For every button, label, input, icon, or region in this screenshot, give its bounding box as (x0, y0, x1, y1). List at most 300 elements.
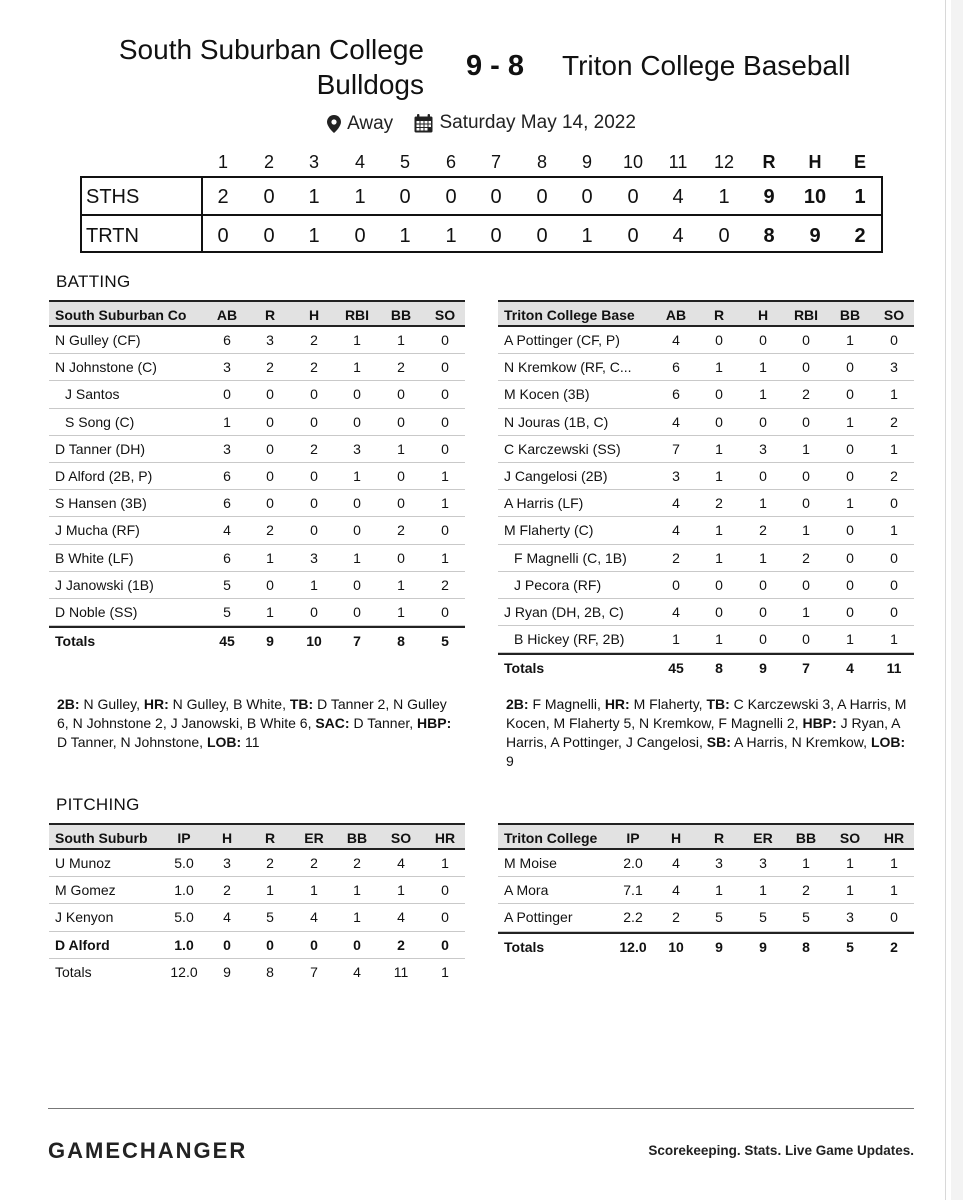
stat-cell: 0 (672, 576, 680, 593)
stat-cell: 3 (759, 440, 767, 457)
linescore-col-e: E (853, 152, 866, 172)
linescore-cell: 1 (718, 186, 730, 208)
totals-cell: 11 (393, 963, 409, 980)
stat-cell: 0 (846, 549, 854, 566)
stat-cell: 1 (310, 882, 318, 899)
linescore-cell: 0 (490, 186, 502, 208)
stat-cell: 1 (397, 440, 405, 457)
stat-cell: 1 (353, 332, 361, 348)
stat-cell: 0 (846, 440, 854, 457)
linescore-col-1: 1 (217, 152, 228, 172)
linescore-cell: 9 (809, 225, 821, 247)
stat-cell: 1 (672, 631, 680, 648)
player-name: M Flaherty (C) (504, 522, 594, 539)
stat-cell: 0 (266, 413, 274, 430)
totals-cell: 7 (353, 633, 361, 650)
batting-notes-away (506, 695, 911, 771)
linescore-cell: 9 (763, 186, 775, 208)
stat-cell: 0 (397, 495, 405, 512)
player-name: D Alford (55, 936, 110, 953)
column-header-ip: IP (626, 830, 640, 846)
totals-cell: 5 (846, 938, 854, 955)
stat-cell: 0 (441, 440, 449, 457)
stat-cell: 0 (353, 522, 361, 539)
stat-cell: 0 (441, 909, 449, 926)
table-header (49, 300, 465, 327)
linescore-cell: 0 (217, 225, 229, 247)
stat-cell: 3 (890, 359, 898, 376)
column-header-so: SO (434, 307, 456, 323)
totals-cell: 7 (802, 660, 810, 677)
stat-cell: 0 (397, 549, 405, 566)
table-row (498, 599, 914, 626)
location (327, 113, 393, 135)
player-name: A Harris (LF) (504, 495, 584, 512)
totals-cell: 12.0 (170, 963, 198, 980)
stat-cell: 4 (672, 603, 680, 620)
player-name: A Pottinger (CF, P) (504, 332, 620, 348)
linescore-cell: 0 (399, 186, 411, 208)
totals-label: Totals (504, 938, 545, 955)
stat-cell: 0 (353, 576, 361, 593)
stat-cell: 1 (890, 386, 898, 403)
stat-cell: 1 (846, 631, 854, 648)
stat-cell: 3 (266, 332, 274, 348)
batting-notes-home (57, 695, 457, 752)
stat-cell: 1 (759, 882, 767, 899)
stat-cell: 0 (802, 332, 810, 348)
stat-cell: 0 (802, 495, 810, 512)
stat-cell: 0 (802, 359, 810, 376)
stat-cell: 5 (223, 576, 231, 593)
column-header-h: H (670, 830, 682, 846)
stat-cell: 0 (846, 522, 854, 539)
totals-cell: 7 (310, 963, 318, 980)
linescore-cell: 1 (581, 225, 593, 247)
player-name: B Hickey (RF, 2B) (514, 631, 625, 648)
stat-cell: 0 (759, 631, 767, 648)
stat-cell: 1 (353, 467, 361, 484)
stat-cell: 2 (802, 386, 810, 403)
column-header-ab: AB (665, 307, 687, 323)
batting-table-home (49, 300, 465, 653)
stat-cell: 1.0 (174, 936, 194, 953)
stat-cell: 1 (802, 522, 810, 539)
column-header-bb: BB (795, 830, 817, 846)
stat-cell: 1 (441, 467, 449, 484)
stat-cell: 1 (310, 576, 318, 593)
stat-cell: 0 (715, 603, 723, 620)
linescore-cell: 0 (354, 225, 366, 247)
stat-cell: 1 (266, 603, 274, 620)
stat-cell: 0 (310, 495, 318, 512)
stat-cell: 4 (397, 855, 405, 871)
linescore-cell: 2 (854, 225, 866, 247)
stat-cell: 1 (397, 576, 405, 593)
table-row (49, 877, 465, 904)
stat-cell: 0 (715, 386, 723, 403)
note-label: 2B: (506, 696, 529, 712)
stat-cell: 4 (672, 522, 680, 539)
stat-cell: 0 (715, 332, 723, 348)
stat-cell: 1 (890, 855, 898, 871)
totals-cell: 11 (886, 660, 902, 677)
stat-cell: 0 (802, 413, 810, 430)
stat-cell: 0 (759, 603, 767, 620)
map-pin-icon (327, 115, 341, 133)
totals-row (49, 959, 465, 986)
stat-cell: 1 (846, 332, 854, 348)
stat-cell: 1 (802, 440, 810, 457)
stat-cell: 0 (353, 495, 361, 512)
column-header-r: R (264, 830, 276, 846)
stat-cell: 1 (223, 413, 231, 430)
column-header-so: SO (390, 830, 412, 846)
player-name: C Karczewski (SS) (504, 440, 621, 457)
linescore-cell: 1 (399, 225, 411, 247)
linescore-cell: 2 (217, 186, 229, 208)
stat-cell: 2 (310, 359, 318, 376)
stat-cell: 0 (890, 332, 898, 348)
pitching-table-home (49, 823, 465, 986)
stat-cell: 1 (759, 386, 767, 403)
stat-cell: 0 (441, 936, 449, 953)
linescore-cell: 0 (581, 186, 593, 208)
stat-cell: 0 (846, 467, 854, 484)
stat-cell: 3 (223, 440, 231, 457)
stat-cell: 1 (715, 522, 723, 539)
stat-cell: 0 (890, 603, 898, 620)
totals-cell: 4 (846, 660, 854, 677)
stat-cell: 1 (397, 332, 405, 348)
player-name: A Mora (504, 882, 549, 899)
batting-title: BATTING (56, 272, 131, 291)
calendar-icon (414, 114, 433, 133)
linescore-col-7: 7 (490, 152, 501, 172)
stat-cell: 2 (441, 576, 449, 593)
note-text: J Ryan, A Harris, A Pottinger, J Cangelosi, (506, 715, 900, 750)
date-text: Saturday May 14, 2022 (439, 112, 636, 133)
player-name: J Cangelosi (2B) (504, 467, 608, 484)
totals-cell: 8 (397, 633, 405, 650)
stat-cell: 0 (441, 332, 449, 348)
stat-cell: 2 (397, 936, 405, 953)
stat-cell: 2 (266, 359, 274, 376)
stat-cell: 1 (759, 495, 767, 512)
totals-cell: 12.0 (619, 938, 647, 955)
stat-cell: 4 (672, 882, 680, 899)
player-name: J Pecora (RF) (514, 576, 602, 593)
stat-cell: 2 (890, 467, 898, 484)
stat-cell: 1.0 (174, 882, 194, 899)
stat-cell: 4 (310, 909, 318, 926)
stat-cell: 2.2 (623, 909, 643, 926)
stat-cell: 0 (759, 467, 767, 484)
stat-cell: 5 (759, 909, 767, 926)
stat-cell: 1 (397, 882, 405, 899)
totals-cell: 45 (219, 633, 235, 650)
stat-cell: 0 (846, 386, 854, 403)
stat-cell: 5 (266, 909, 274, 926)
totals-cell: 1 (441, 963, 449, 980)
stat-cell: 2 (802, 549, 810, 566)
totals-cell: 4 (353, 963, 361, 980)
stat-cell: 1 (441, 855, 449, 871)
player-name: D Noble (SS) (55, 603, 138, 620)
note-label: SAC: (315, 715, 350, 731)
game-meta (0, 112, 963, 139)
linescore-col-6: 6 (445, 152, 456, 172)
table-header (498, 823, 914, 850)
away-team-name: Triton College Baseball (562, 50, 851, 81)
stat-cell: 4 (672, 332, 680, 348)
stat-cell: 0 (223, 386, 231, 403)
stat-cell: 7 (672, 440, 680, 457)
linescore-cell: 1 (854, 186, 866, 208)
linescore-cell: 0 (263, 225, 275, 247)
stat-cell: 0 (890, 909, 898, 926)
stat-cell: 0 (759, 576, 767, 593)
stat-cell: 0 (846, 603, 854, 620)
linescore-cell: 0 (536, 186, 548, 208)
stat-cell: 1 (353, 549, 361, 566)
table-row (49, 463, 465, 490)
stat-cell: 1 (802, 855, 810, 871)
player-name: J Ryan (DH, 2B, C) (504, 603, 624, 620)
table-row (498, 327, 914, 354)
column-header-bb: BB (390, 307, 412, 323)
linescore-team: TRTN (86, 225, 139, 247)
stat-cell: 6 (223, 495, 231, 512)
table-row (49, 436, 465, 463)
stat-cell: 0 (266, 386, 274, 403)
totals-cell: 10 (306, 633, 322, 650)
totals-cell: 45 (668, 660, 684, 677)
stat-cell: 0 (310, 413, 318, 430)
stat-cell: 2 (715, 495, 723, 512)
table-row (498, 463, 914, 490)
note-label: TB: (706, 696, 730, 712)
stat-cell: 1 (802, 603, 810, 620)
linescore-cell: 1 (354, 186, 366, 208)
totals-cell: 9 (266, 633, 274, 650)
linescore-cell: 1 (308, 225, 320, 247)
note-text: 11 (241, 734, 260, 750)
stat-cell: 2 (266, 522, 274, 539)
table-row (498, 545, 914, 572)
table-header (49, 823, 465, 850)
table-row (49, 327, 465, 354)
page-gutter (951, 0, 963, 1200)
note-text: 9 (506, 753, 514, 769)
column-header-so: SO (839, 830, 861, 846)
table-row (49, 517, 465, 544)
stat-cell: 1 (353, 359, 361, 376)
column-header-h: H (757, 307, 769, 323)
linescore-cell: 0 (536, 225, 548, 247)
linescore-cell: 10 (803, 186, 827, 208)
linescore-cell: 0 (627, 225, 639, 247)
column-header-rbi: RBI (793, 307, 819, 323)
table-row (49, 490, 465, 517)
stat-cell: 1 (890, 440, 898, 457)
linescore-col-3: 3 (308, 152, 319, 172)
table-row (498, 409, 914, 436)
footer-divider (48, 1108, 914, 1109)
note-label: LOB: (206, 734, 242, 750)
stat-cell: 0 (266, 495, 274, 512)
stat-cell: 0 (846, 359, 854, 376)
linescore-col-8: 8 (536, 152, 547, 172)
stat-cell: 1 (715, 882, 723, 899)
player-name: M Kocen (3B) (504, 386, 590, 403)
column-header-er: ER (753, 830, 773, 846)
stat-cell: 2 (759, 522, 767, 539)
stat-cell: 0 (802, 631, 810, 648)
stat-cell: 2 (310, 440, 318, 457)
table-header-team: South Suburb (55, 830, 148, 846)
stat-cell: 2 (223, 882, 231, 899)
table-row (49, 599, 465, 626)
stat-cell: 6 (223, 332, 231, 348)
game-date (414, 112, 635, 134)
totals-label: Totals (55, 633, 96, 650)
totals-cell: 9 (759, 660, 767, 677)
note-text: D Tanner, (349, 715, 418, 731)
note-text: M Flaherty, (629, 696, 707, 712)
player-name: J Janowski (1B) (55, 576, 154, 593)
stat-cell: 5.0 (174, 855, 194, 871)
column-header-r: R (713, 830, 725, 846)
column-header-ip: IP (177, 830, 191, 846)
note-label: HR: (604, 696, 630, 712)
totals-cell: 9 (223, 963, 231, 980)
linescore-col-10: 10 (622, 152, 644, 172)
stat-cell: 2 (890, 413, 898, 430)
table-row (498, 490, 914, 517)
stat-cell: 0 (890, 549, 898, 566)
linescore-cell: 0 (718, 225, 730, 247)
stat-cell: 1 (715, 631, 723, 648)
linescore-team: STHS (86, 186, 140, 208)
linescore-cell: 0 (263, 186, 275, 208)
linescore-col-5: 5 (399, 152, 410, 172)
stat-cell: 1 (890, 882, 898, 899)
batting-table-away (498, 300, 914, 680)
totals-cell: 2 (890, 938, 898, 955)
pitching-table-away (498, 823, 914, 959)
table-row (49, 545, 465, 572)
player-name: D Tanner (DH) (55, 440, 145, 457)
column-header-bb: BB (346, 830, 368, 846)
stat-cell: 1 (846, 413, 854, 430)
linescore-cell: 0 (445, 186, 457, 208)
stat-cell: 0 (802, 467, 810, 484)
page-border (945, 0, 946, 1200)
note-label: LOB: (870, 734, 906, 750)
column-header-hr: HR (434, 830, 456, 846)
stat-cell: 2 (266, 855, 274, 871)
stat-cell: 3 (223, 359, 231, 376)
table-header-team: Triton College (504, 830, 598, 846)
column-header-hr: HR (883, 830, 905, 846)
stat-cell: 4 (397, 909, 405, 926)
table-row (49, 932, 465, 959)
linescore-cell: 4 (672, 225, 684, 247)
stat-cell: 1 (846, 495, 854, 512)
player-name: J Mucha (RF) (55, 522, 140, 539)
stat-cell: 0 (310, 522, 318, 539)
linescore-col-9: 9 (581, 152, 592, 172)
stat-cell: 0 (715, 413, 723, 430)
stat-cell: 2 (353, 855, 361, 871)
player-name: N Gulley (CF) (55, 332, 141, 348)
player-name: B White (LF) (55, 549, 134, 566)
home-team-name: South Suburban College Bulldogs (118, 34, 424, 100)
table-row (49, 381, 465, 408)
stat-cell: 0 (353, 936, 361, 953)
player-name: A Pottinger (504, 909, 573, 926)
column-header-r: R (713, 307, 725, 323)
stat-cell: 2 (672, 549, 680, 566)
player-name: N Jouras (1B, C) (504, 413, 609, 430)
stat-cell: 1 (715, 467, 723, 484)
stat-cell: 0 (266, 576, 274, 593)
player-name: U Munoz (55, 855, 112, 871)
note-label: 2B: (57, 696, 80, 712)
totals-row (498, 653, 914, 680)
stat-cell: 1 (397, 603, 405, 620)
note-label: HBP: (802, 715, 837, 731)
table-row (49, 904, 465, 931)
totals-cell: 10 (668, 938, 684, 955)
stat-cell: 6 (223, 467, 231, 484)
table-header-team: Triton College Base (504, 307, 635, 323)
linescore-col-r: R (762, 152, 776, 172)
linescore-divider (80, 178, 82, 251)
location-text: Away (347, 112, 394, 134)
stat-cell: 0 (441, 359, 449, 376)
stat-cell: 5.0 (174, 909, 194, 926)
table-row (498, 572, 914, 599)
linescore-cell: 1 (445, 225, 457, 247)
stat-cell: 2 (310, 855, 318, 871)
stat-cell: 0 (397, 467, 405, 484)
table-row (498, 436, 914, 463)
totals-cell: 9 (759, 938, 767, 955)
linescore-col-h: H (808, 152, 822, 172)
stat-cell: 2 (802, 882, 810, 899)
table-row (49, 850, 465, 877)
linescore-col-2: 2 (263, 152, 274, 172)
stat-cell: 5 (715, 909, 723, 926)
note-text: N Gulley, (79, 696, 144, 712)
linescore-cell: 0 (627, 186, 639, 208)
stat-cell: 5 (802, 909, 810, 926)
totals-cell: 5 (441, 633, 449, 650)
stat-cell: 0 (353, 413, 361, 430)
totals-row (498, 932, 914, 959)
stat-cell: 0 (397, 386, 405, 403)
table-row (498, 877, 914, 904)
table-row (498, 850, 914, 877)
stat-cell: 2.0 (623, 855, 643, 871)
linescore-divider (201, 178, 203, 251)
note-label: HBP: (417, 715, 452, 731)
linescore-cell: 0 (490, 225, 502, 247)
column-header-h: H (308, 307, 320, 323)
stat-cell: 0 (266, 440, 274, 457)
